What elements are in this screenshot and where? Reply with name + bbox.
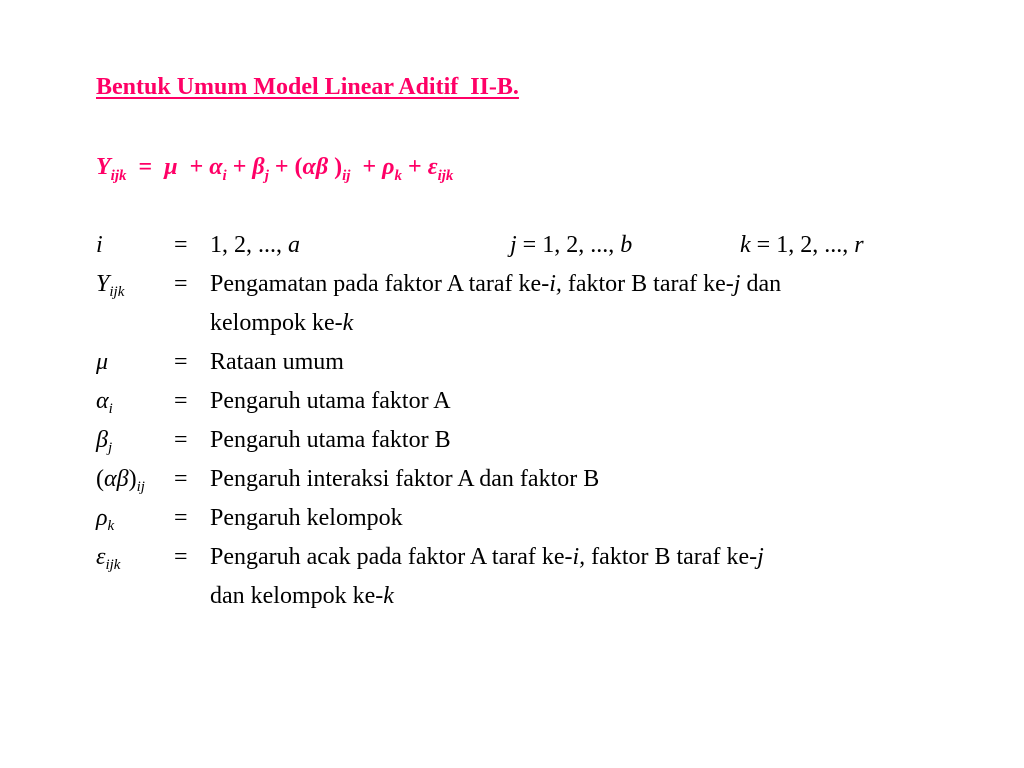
formula-y-sub: ijk	[110, 168, 127, 184]
formula-rho: ρ	[382, 154, 395, 180]
index-i-range	[210, 226, 864, 265]
formula-plus: +	[274, 154, 289, 180]
index-j-eq: =	[522, 232, 537, 258]
formula-plus: +	[189, 154, 204, 180]
interaction-description: Pengaruh interaksi faktor A dan faktor B	[210, 466, 600, 492]
definitions-list	[96, 226, 926, 616]
alpha-subscript: i	[108, 401, 113, 417]
y-desc-part: faktor B taraf ke-	[561, 271, 734, 297]
definition-y-row	[96, 265, 926, 304]
y-desc-part: Pengamatan pada faktor A taraf ke-	[210, 271, 550, 297]
formula-plus: +	[362, 154, 377, 180]
formula-alpha-sub: i	[222, 168, 227, 184]
definition-interaction-row	[96, 460, 926, 499]
interaction-letters: αβ	[104, 466, 129, 492]
formula-beta-sub: j	[264, 168, 269, 184]
y-subscript: ijk	[109, 284, 125, 300]
model-formula	[96, 154, 454, 184]
index-i-values: 1, 2, ...,	[210, 232, 288, 258]
formula-open-paren: (	[294, 154, 303, 180]
epsilon-desc-part: faktor B taraf ke-	[585, 544, 758, 570]
formula-close-paren: )	[334, 154, 343, 180]
index-k-range	[740, 226, 864, 265]
formula-alpha-beta-sub: ij	[342, 168, 351, 184]
beta-letter: β	[96, 427, 108, 453]
mu-symbol: μ	[96, 349, 109, 375]
y-letter: Y	[96, 271, 110, 297]
index-i-symbol: i	[96, 232, 103, 258]
definition-mu-row	[96, 343, 926, 382]
epsilon-symbol	[96, 538, 120, 577]
rho-symbol	[96, 499, 114, 538]
epsilon-desc-k: k	[383, 583, 394, 609]
interaction-close-paren: )	[128, 466, 137, 492]
rho-subscript: k	[107, 518, 115, 534]
equals-sign: =	[174, 349, 188, 375]
epsilon-desc-j: j	[757, 544, 764, 570]
epsilon-desc-i: i,	[572, 544, 586, 570]
alpha-description: Pengaruh utama faktor A	[210, 388, 451, 414]
index-ranges-row	[96, 226, 926, 265]
epsilon-desc-part: Pengaruh acak pada faktor A taraf ke-	[210, 544, 573, 570]
formula-eq: =	[138, 154, 153, 180]
formula-epsilon: ε	[427, 154, 438, 180]
epsilon-description	[210, 538, 764, 577]
index-k-values: 1, 2, ...,	[776, 232, 855, 258]
formula-alpha: α	[209, 154, 223, 180]
y-desc-part: kelompok ke-	[210, 310, 343, 336]
definition-rho-row	[96, 499, 926, 538]
formula-rho-sub: k	[394, 168, 403, 184]
interaction-subscript: ij	[136, 479, 145, 495]
beta-symbol	[96, 421, 112, 460]
equals-sign: =	[174, 505, 188, 531]
formula-beta: β	[252, 154, 265, 180]
epsilon-description-continued	[210, 577, 394, 616]
index-k-end: r	[854, 232, 864, 258]
epsilon-letter: ε	[96, 544, 106, 570]
epsilon-subscript: ijk	[105, 557, 121, 573]
y-desc-k: k	[342, 310, 354, 336]
definition-alpha-row	[96, 382, 926, 421]
interaction-open-paren: (	[96, 466, 104, 492]
formula-plus: +	[408, 154, 422, 180]
y-desc-i: i,	[549, 271, 562, 297]
formula-mu: μ	[164, 154, 178, 180]
index-j-end: b	[620, 232, 633, 258]
epsilon-desc-part: dan kelompok ke-	[210, 583, 384, 609]
formula-epsilon-sub: ijk	[437, 168, 454, 184]
slide-title: Bentuk Umum Model Linear Aditif II-B.	[96, 74, 519, 100]
rho-description: Pengaruh kelompok	[210, 505, 403, 531]
equals-sign: =	[174, 544, 188, 570]
rho-letter: ρ	[96, 505, 108, 531]
index-i-end: a	[288, 232, 300, 258]
interaction-symbol	[96, 460, 145, 499]
beta-subscript: j	[107, 440, 113, 456]
definition-beta-row	[96, 421, 926, 460]
y-description	[210, 265, 781, 304]
index-k-eq: =	[756, 232, 771, 258]
alpha-symbol	[96, 382, 113, 421]
mu-description: Rataan umum	[210, 349, 344, 375]
y-desc-j: j	[733, 271, 741, 297]
y-desc-part: dan	[740, 271, 782, 297]
equals-sign: =	[174, 271, 188, 297]
equals-sign: =	[174, 427, 188, 453]
equals-sign: =	[174, 388, 188, 414]
alpha-letter: α	[96, 388, 109, 414]
equals-sign: =	[174, 466, 188, 492]
beta-description: Pengaruh utama faktor B	[210, 427, 451, 453]
index-j-symbol: j	[510, 232, 517, 258]
equals-sign: =	[174, 232, 188, 258]
definition-epsilon-row-continued	[96, 577, 926, 616]
y-description-continued	[210, 304, 353, 343]
y-symbol	[96, 265, 124, 304]
definition-y-row-continued	[96, 304, 926, 343]
formula-plus: +	[232, 154, 247, 180]
index-j-range	[510, 226, 632, 265]
definition-epsilon-row	[96, 538, 926, 577]
index-j-values: 1, 2, ...,	[542, 232, 621, 258]
index-k-symbol: k	[740, 232, 751, 258]
formula-y: Y	[96, 154, 111, 180]
formula-alpha-beta: αβ	[302, 154, 329, 180]
